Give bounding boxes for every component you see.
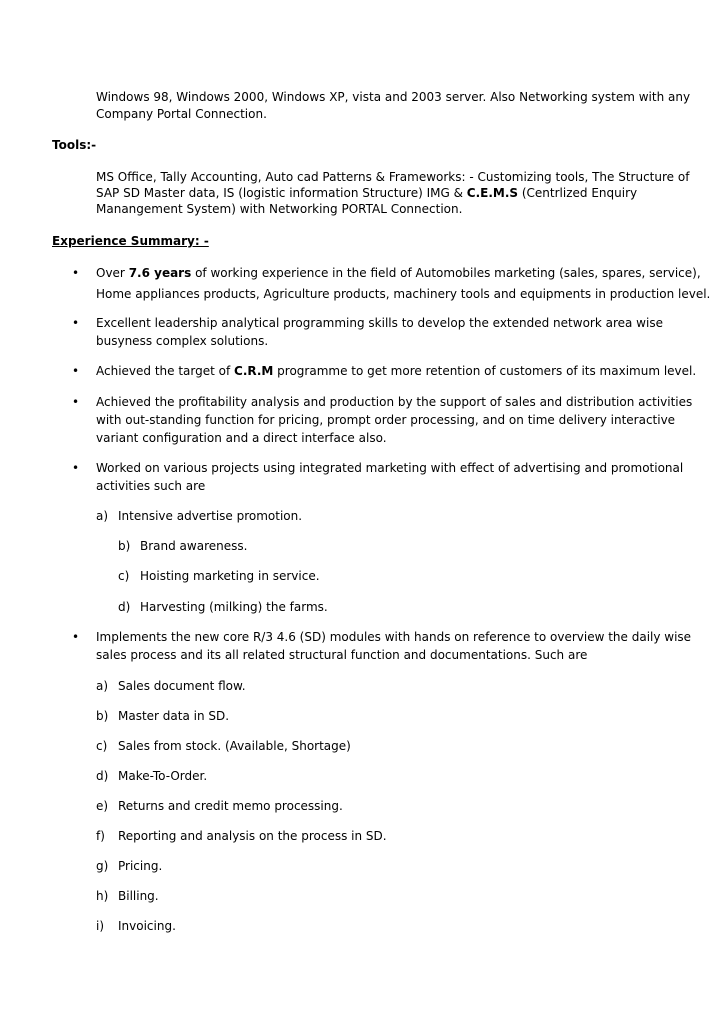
tools-line: MS Office, Tally Accounting, Auto cad Patterns & Frameworks: - Customizing tools, The Structure of	[96, 170, 690, 184]
list-item: Invoicing.	[118, 919, 176, 933]
list-marker: f)	[96, 829, 105, 843]
list-item: Harvesting (milking) the farms.	[140, 600, 328, 614]
bullet-icon: •	[72, 266, 80, 280]
list-item: Make-To-Order.	[118, 769, 208, 783]
list-marker: c)	[118, 569, 130, 583]
bullet-text: Over	[96, 266, 129, 280]
list-marker: c)	[96, 739, 108, 753]
bullet-icon: •	[72, 364, 80, 378]
tools-line: Manangement System) with Networking PORTAL Connection.	[96, 202, 463, 216]
bullet-icon: •	[72, 630, 80, 644]
experience-heading: Experience Summary: -	[52, 234, 209, 248]
bullet-line: Implements the new core R/3 4.6 (SD) modules with hands on reference to overview the daily wise	[96, 630, 692, 644]
list-item: Reporting and analysis on the process in SD.	[118, 829, 387, 843]
crm-bold: C.R.M	[234, 364, 274, 378]
list-marker: h)	[96, 889, 109, 903]
list-item: Hoisting marketing in service.	[140, 569, 320, 583]
list-item: Pricing.	[118, 859, 163, 873]
intro-line: Windows 98, Windows 2000, Windows XP, vista and 2003 server. Also Networking system with any	[96, 90, 691, 104]
intro-line: Company Portal Connection.	[96, 107, 267, 121]
cems-bold: C.E.M.S	[466, 186, 519, 200]
bullet-text: programme to get more retention of customers of its maximum level.	[273, 364, 697, 378]
list-item: Sales document flow.	[118, 679, 246, 693]
list-marker: a)	[96, 679, 109, 693]
list-marker: e)	[96, 799, 109, 813]
years-bold: 7.6 years	[128, 266, 192, 280]
bullet-line: sales process and its all related structural function and documentations. Such are	[96, 648, 588, 662]
list-marker: g)	[96, 859, 109, 873]
list-item: Billing.	[118, 889, 159, 903]
list-marker: b)	[96, 709, 109, 723]
list-item: Sales from stock. (Available, Shortage)	[118, 739, 351, 753]
list-item: Intensive advertise promotion.	[118, 509, 303, 523]
tools-text: SAP SD Master data, IS (logistic information Structure) IMG &	[96, 186, 467, 200]
bullet-icon: •	[72, 395, 80, 409]
list-item: Master data in SD.	[118, 709, 230, 723]
bullet-icon: •	[72, 461, 80, 475]
tools-heading: Tools:-	[52, 138, 97, 152]
bullet-line	[96, 264, 701, 282]
list-marker: d)	[96, 769, 109, 783]
bullet-line: variant configuration and a direct interface also.	[96, 431, 387, 445]
list-marker: a)	[96, 509, 109, 523]
bullet-text: Achieved the target of	[96, 364, 235, 378]
bullet-line: busyness complex solutions.	[96, 334, 269, 348]
list-marker: b)	[118, 539, 131, 553]
bullet-text: of working experience in the field of Automobiles marketing (sales, spares, service),	[191, 266, 701, 280]
bullet-line: Worked on various projects using integrated marketing with effect of advertising and promotional	[96, 461, 684, 475]
bullet-line: Home appliances products, Agriculture products, machinery tools and equipments in production level.	[96, 287, 711, 301]
list-item: Returns and credit memo processing.	[118, 799, 343, 813]
bullet-line: Achieved the profitability analysis and production by the support of sales and distribution activities	[96, 395, 693, 409]
bullet-line: activities such are	[96, 479, 206, 493]
list-item: Brand awareness.	[140, 539, 248, 553]
bullet-line: Excellent leadership analytical programming skills to develop the extended network area wise	[96, 316, 663, 330]
list-marker: i)	[96, 919, 105, 933]
bullet-icon: •	[72, 316, 80, 330]
bullet-line	[96, 362, 696, 380]
bullet-line: with out-standing function for pricing, prompt order processing, and on time delivery interactive	[96, 413, 676, 427]
list-marker: d)	[118, 600, 131, 614]
tools-text: (Centrlized Enquiry	[518, 186, 638, 200]
